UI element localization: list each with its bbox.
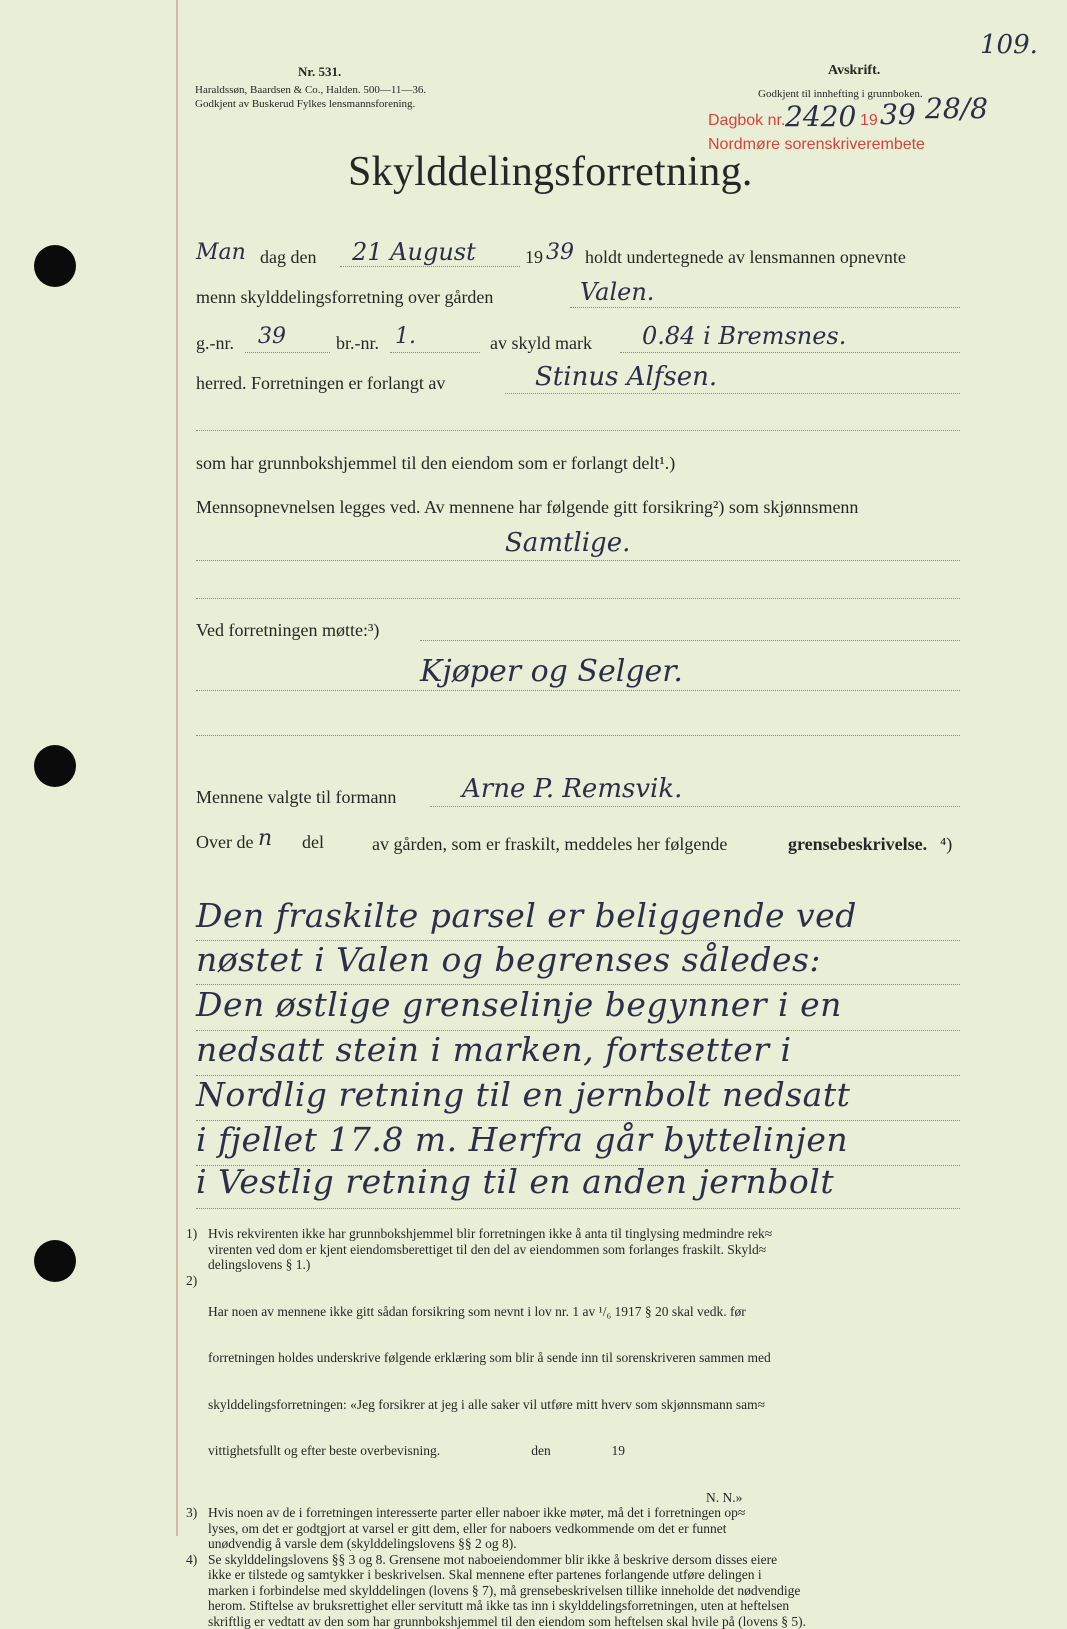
footnote-line: vittighetsfullt og efter beste overbevisning. den 19 xyxy=(208,1443,771,1459)
office-stamp: Nordmøre sorenskriverembete xyxy=(708,136,925,154)
boundary-line: nøstet i Valen og begrenses således: xyxy=(196,940,821,979)
over-label: Over de xyxy=(196,832,253,853)
margin-rule xyxy=(176,0,178,1536)
mote-dotted-line-3 xyxy=(196,735,960,736)
footnote-line: skylddelingsforretningen: «Jeg forsikrer at jeg i alle saker vil utføre mitt hverv som skjønnsmann sam≈ xyxy=(208,1397,771,1413)
dagbok-number: 2420 xyxy=(785,100,856,133)
grense-text: av gården, som er fraskilt, meddeles her følgende xyxy=(372,834,727,855)
brnr-value: 1. xyxy=(395,324,416,349)
footnote-mark: 4) xyxy=(186,1552,208,1629)
footnote-mark: 1) xyxy=(186,1226,208,1273)
dag-den-label: dag den xyxy=(260,247,316,268)
footnote-line: Hvis noen av de i forretningen interesserte parter eller naboer ikke møter, må det i forretningen op≈ xyxy=(208,1505,745,1521)
mote-value: Kjøper og Selger. xyxy=(420,654,683,689)
date-value: 21 August xyxy=(352,238,476,266)
punch-hole-middle xyxy=(34,745,76,787)
footnote-line: Har noen av mennene ikke gitt sådan forsikring som nevnt i lov nr. 1 av ¹/₆ 1917 § 20 skal vedk. før xyxy=(208,1304,771,1320)
over-value: n xyxy=(258,826,272,851)
gnr-label: g.-nr. xyxy=(196,333,234,354)
grense-note: ⁴) xyxy=(940,834,952,855)
dagbok-year-label: 19 xyxy=(860,112,878,130)
requester-name: Stinus Alfsen. xyxy=(535,362,717,392)
boundary-line: nedsatt stein i marken, fortsetter i xyxy=(196,1030,792,1069)
footnotes xyxy=(186,1226,976,1629)
avskrift-label: Avskrift. xyxy=(828,63,880,79)
mote-dotted-line xyxy=(420,640,960,641)
del-label: del xyxy=(302,832,324,853)
farm-dotted-line xyxy=(570,307,960,308)
footnote-line: skriftlig er vedtatt av den som har grunnbokshjemmel til den eiendom som heftelsen skal hvile på (lovens § 5). xyxy=(208,1614,806,1629)
footnote-4 xyxy=(186,1552,976,1629)
footnote-line: delingslovens § 1.) xyxy=(208,1257,772,1273)
document-title: Skylddelingsforretning. xyxy=(348,148,753,196)
mote-dotted-line-2 xyxy=(196,690,960,691)
footnote-line: Se skylddelingslovens §§ 3 og 8. Grensene mot naboeiendommer blir ikke å beskrive dersom disses eiere xyxy=(208,1552,806,1568)
mennsopnevnelse-text: Mennsopnevnelsen legges ved. Av mennene har følgende gitt forsikring²) som skjønnsmenn xyxy=(196,497,858,518)
formann-dotted-line xyxy=(430,806,960,807)
footnote-line: lyses, om det er godtgjort at varsel er gitt dem, eller for naboers vedkommende om det er funnet xyxy=(208,1521,745,1537)
footnote-signature: N. N.» xyxy=(186,1490,976,1506)
boundary-dotted-line xyxy=(196,1208,960,1209)
approval-line: Godkjent av Buskerud Fylkes lensmannsforening. xyxy=(195,98,415,111)
mote-label: Ved forretningen møtte:³) xyxy=(196,620,379,641)
footnote-3 xyxy=(186,1505,976,1552)
boundary-line: i fjellet 17.8 m. Herfra går byttelinjen xyxy=(196,1120,848,1159)
footnote-1 xyxy=(186,1226,976,1273)
skyld-dotted-line xyxy=(620,352,960,353)
boundary-line: Den østlige grenselinje begynner i en xyxy=(196,985,842,1024)
skyld-label: av skyld mark xyxy=(490,333,592,354)
footnote-line: forretningen holdes underskrive følgende erklæring som blir å sende inn til sorenskriveren sammen med xyxy=(208,1350,771,1366)
forsikring-dotted-line xyxy=(196,560,960,561)
page-number: 109. xyxy=(980,30,1038,60)
punch-hole-bottom xyxy=(34,1240,76,1282)
footnote-mark: 3) xyxy=(186,1505,208,1552)
dagbok-stamp-label: Dagbok nr. xyxy=(708,112,785,130)
blank-dotted-line xyxy=(196,430,960,431)
form-number: Nr. 531. xyxy=(298,64,341,80)
forsikring-value: Samtlige. xyxy=(505,528,630,558)
skyld-value: 0.84 i Bremsnes. xyxy=(642,322,846,350)
footnote-line: marken i forbindelse med skylddelingen (lovens § 7), må grensebeskrivelsen tillike inneholde det nødvendige xyxy=(208,1583,806,1599)
year-printed: 19 xyxy=(525,247,543,268)
boundary-line: Nordlig retning til en jernbolt nedsatt xyxy=(196,1075,850,1114)
farm-name: Valen. xyxy=(580,278,654,306)
year-value: 39 xyxy=(546,240,574,265)
herred-text: herred. Forretningen er forlangt av xyxy=(196,373,445,394)
forsikring-dotted-line-2 xyxy=(196,598,960,599)
date-dotted-line xyxy=(340,266,520,267)
formann-label: Mennene valgte til formann xyxy=(196,787,396,808)
dagbok-date: 28/8 xyxy=(925,92,988,125)
brnr-dotted-line xyxy=(390,352,480,353)
footnote-line: herom. Stiftelse av bruksrettighet eller servitutt må ikke tas inn i skylddelingsforretningen, uten at heftelsen xyxy=(208,1598,806,1614)
holdt-text: holdt undertegnede av lensmannen opnevnte xyxy=(585,247,906,268)
boundary-line: Den fraskilte parsel er beliggende ved xyxy=(196,896,857,935)
day-prefix: Man xyxy=(196,240,246,265)
gnr-value: 39 xyxy=(258,324,286,349)
footnote-2 xyxy=(186,1273,976,1490)
menn-text: menn skylddelingsforretning over gården xyxy=(196,287,493,308)
footnote-line: virenten ved dom er kjent eiendomsberettiget til den del av eiendommen som forlanges fraskilt. Skyld≈ xyxy=(208,1242,772,1258)
boundary-line: i Vestlig retning til en anden jernbolt xyxy=(196,1162,834,1201)
grunnbok-text: som har grunnbokshjemmel til den eiendom som er forlangt delt¹.) xyxy=(196,453,675,474)
printer-line: Haraldssøn, Baardsen & Co., Halden. 500—11—36. xyxy=(195,84,426,97)
punch-hole-top xyxy=(34,245,76,287)
gnr-dotted-line xyxy=(245,352,330,353)
formann-value: Arne P. Remsvik. xyxy=(462,774,682,804)
footnote-mark: 2) xyxy=(186,1273,208,1490)
grense-bold: grensebeskrivelse. xyxy=(788,834,927,855)
footnote-line: unødvendig å varsle dem (skylddelingslovens §§ 2 og 8). xyxy=(208,1536,745,1552)
avskrift-note: Godkjent til innhefting i grunnboken. xyxy=(758,88,923,101)
footnote-line: Hvis rekvirenten ikke har grunnbokshjemmel blir forretningen ikke å anta til tinglysing medmindre rek≈ xyxy=(208,1226,772,1242)
brnr-label: br.-nr. xyxy=(336,333,379,354)
footnote-line: ikke er tilstede og samtykker i beskrivelsen. Skal mennene efter partenes forlangende utføre delingen i xyxy=(208,1567,806,1583)
requester-dotted-line xyxy=(505,393,960,394)
dagbok-year: 39 xyxy=(880,98,916,131)
